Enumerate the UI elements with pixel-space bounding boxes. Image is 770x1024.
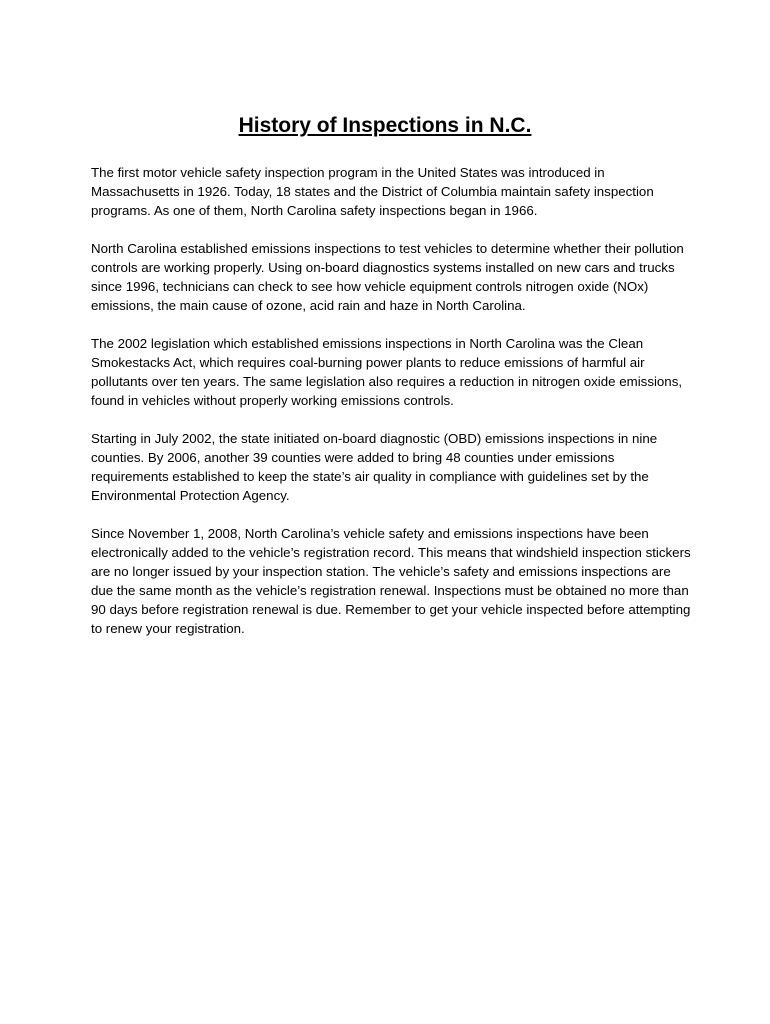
paragraph-registration: Since November 1, 2008, North Carolina’s vehicle safety and emissions inspections have been electronically added to the vehicle’s registration record. This means that windshield inspection stickers are no longer issued by your inspection station. The vehicle’s safety and emissions inspections are due the same month as the vehicle’s registration renewal. Inspections must be obtained no more than 90 days before registration renewal is due. Remember to get your vehicle inspected before attempting to renew your registration. [91, 526, 691, 636]
page-title: History of Inspections in N.C. [238, 114, 532, 137]
paragraph-emissions: North Carolina established emissions inspections to test vehicles to determine whether their pollution controls are working properly. Using on-board diagnostics systems installed on new cars and trucks since 1996, technicians can check to see how vehicle equipment controls nitrogen oxide (NOx) emissions, the main cause of ozone, acid rain and haze in North Carolina. [91, 241, 684, 313]
paragraph-legislation: The 2002 legislation which established emissions inspections in North Carolina was the Clean Smokestacks Act, which requires coal-burning power plants to reduce emissions of harmful air pollutants over ten years. The same legislation also requires a reduction in nitrogen oxide emissions, found in vehicles without properly working emissions controls. [91, 336, 683, 408]
paragraph-obd: Starting in July 2002, the state initiated on-board diagnostic (OBD) emissions inspections in nine counties. By 2006, another 39 counties were added to bring 48 counties under emissions requirements established to keep the state’s air quality in compliance with guidelines set by the Environmental Protection Agency. [91, 431, 658, 503]
paragraph-history: The first motor vehicle safety inspection program in the United States was introduced in Massachusetts in 1926. Today, 18 states and the District of Columbia maintain safety inspection programs. As one of them, North Carolina safety inspections began in 1966. [91, 165, 654, 218]
document-body [91, 163, 691, 657]
